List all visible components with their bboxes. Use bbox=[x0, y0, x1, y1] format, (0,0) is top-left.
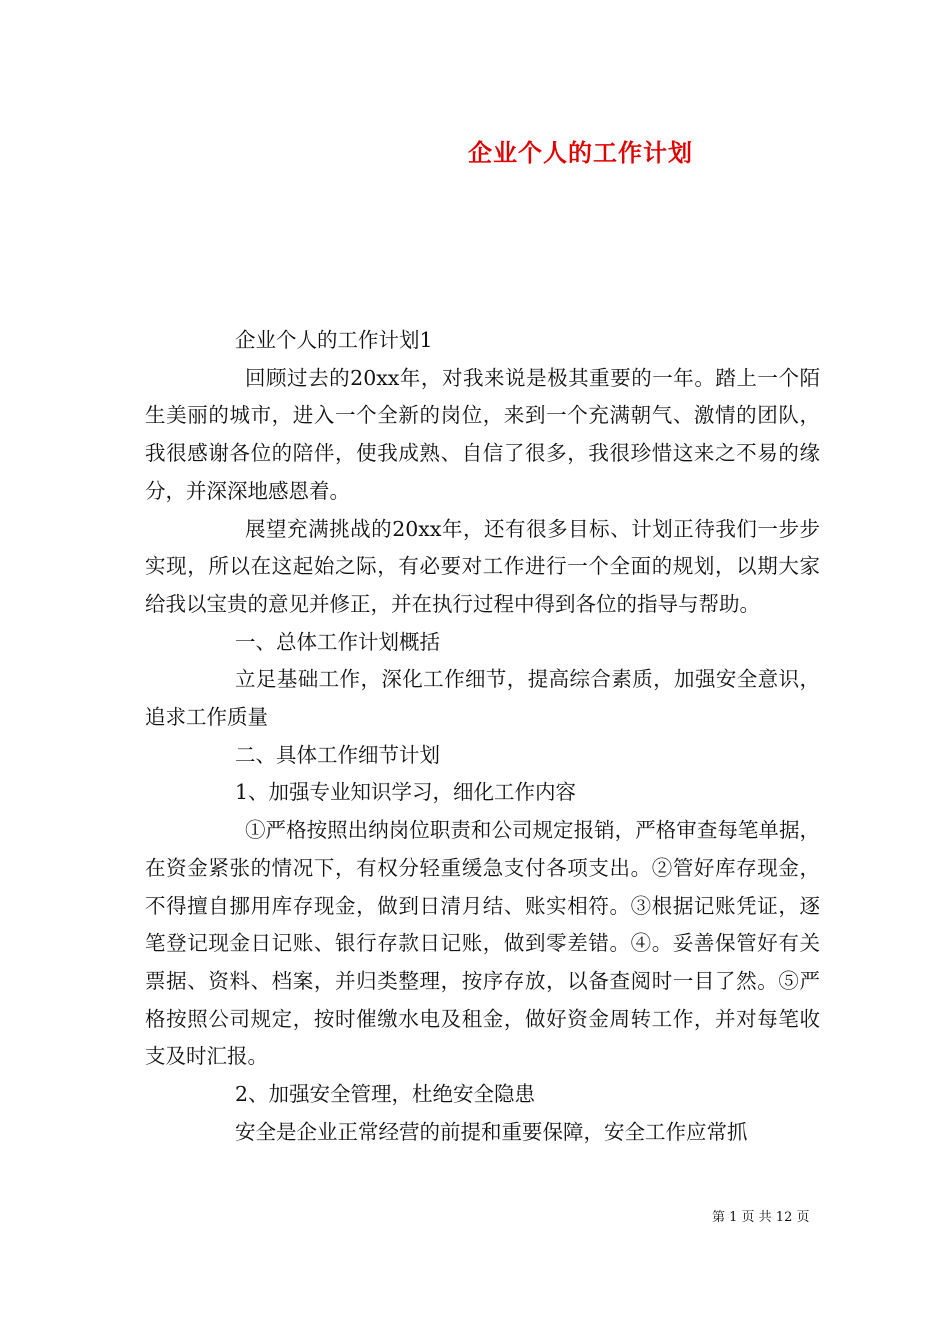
heading-overall-plan: 一、总体工作计划概括 bbox=[235, 629, 440, 654]
paragraph-2: 展望充满挑战的20xx年，还有很多目标、计划正待我们一步步实现，所以在这起始之际，有必要对工作进行一个全面的规划，以期大家给我以宝贵的意见并修正，并在执行过程中得到各位的指导与帮助。 bbox=[145, 516, 820, 616]
document-title: 企业个人的工作计划 bbox=[468, 138, 693, 167]
subheading-1: 1、加强专业知识学习，细化工作内容 bbox=[235, 780, 577, 805]
paragraph-overall-summary: 立足基础工作，深化工作细节，提高综合素质，加强安全意识，追求工作质量 bbox=[145, 667, 820, 730]
page-footer: 第 1 页 共 12 页 bbox=[712, 1210, 810, 1225]
section-title: 企业个人的工作计划1 bbox=[235, 328, 433, 352]
heading-detailed-plan: 二、具体工作细节计划 bbox=[235, 742, 440, 767]
subheading-2: 2、加强安全管理，杜绝安全隐患 bbox=[235, 1082, 536, 1107]
paragraph-safety: 安全是企业正常经营的前提和重要保障，安全工作应常抓 bbox=[235, 1119, 748, 1144]
document-body bbox=[145, 322, 820, 1151]
paragraph-1: 回顾过去的20xx年，对我来说是极其重要的一年。踏上一个陌生美丽的城市，进入一个全新的岗位，来到一个充满朝气、激情的团队，我很感谢各位的陪伴，使我成熟、自信了很多，我很珍惜这来之不易的缘分，并深深地感恩着。 bbox=[145, 365, 820, 503]
paragraph-detail-1: ①严格按照出纳岗位职责和公司规定报销，严格审查每笔单据，在资金紧张的情况下，有权分轻重缓急支付各项支出。②管好库存现金，不得擅自挪用库存现金，做到日清月结、账实相符。③根据记账凭证，逐笔登记现金日记账、银行存款日记账，做到零差错。④。妥善保管好有关票据、资料、档案，并归类整理，按序存放，以备查阅时一目了然。⑤严格按照公司规定，按时催缴水电及租金，做好资金周转工作，并对每笔收支及时汇报。 bbox=[145, 818, 820, 1069]
